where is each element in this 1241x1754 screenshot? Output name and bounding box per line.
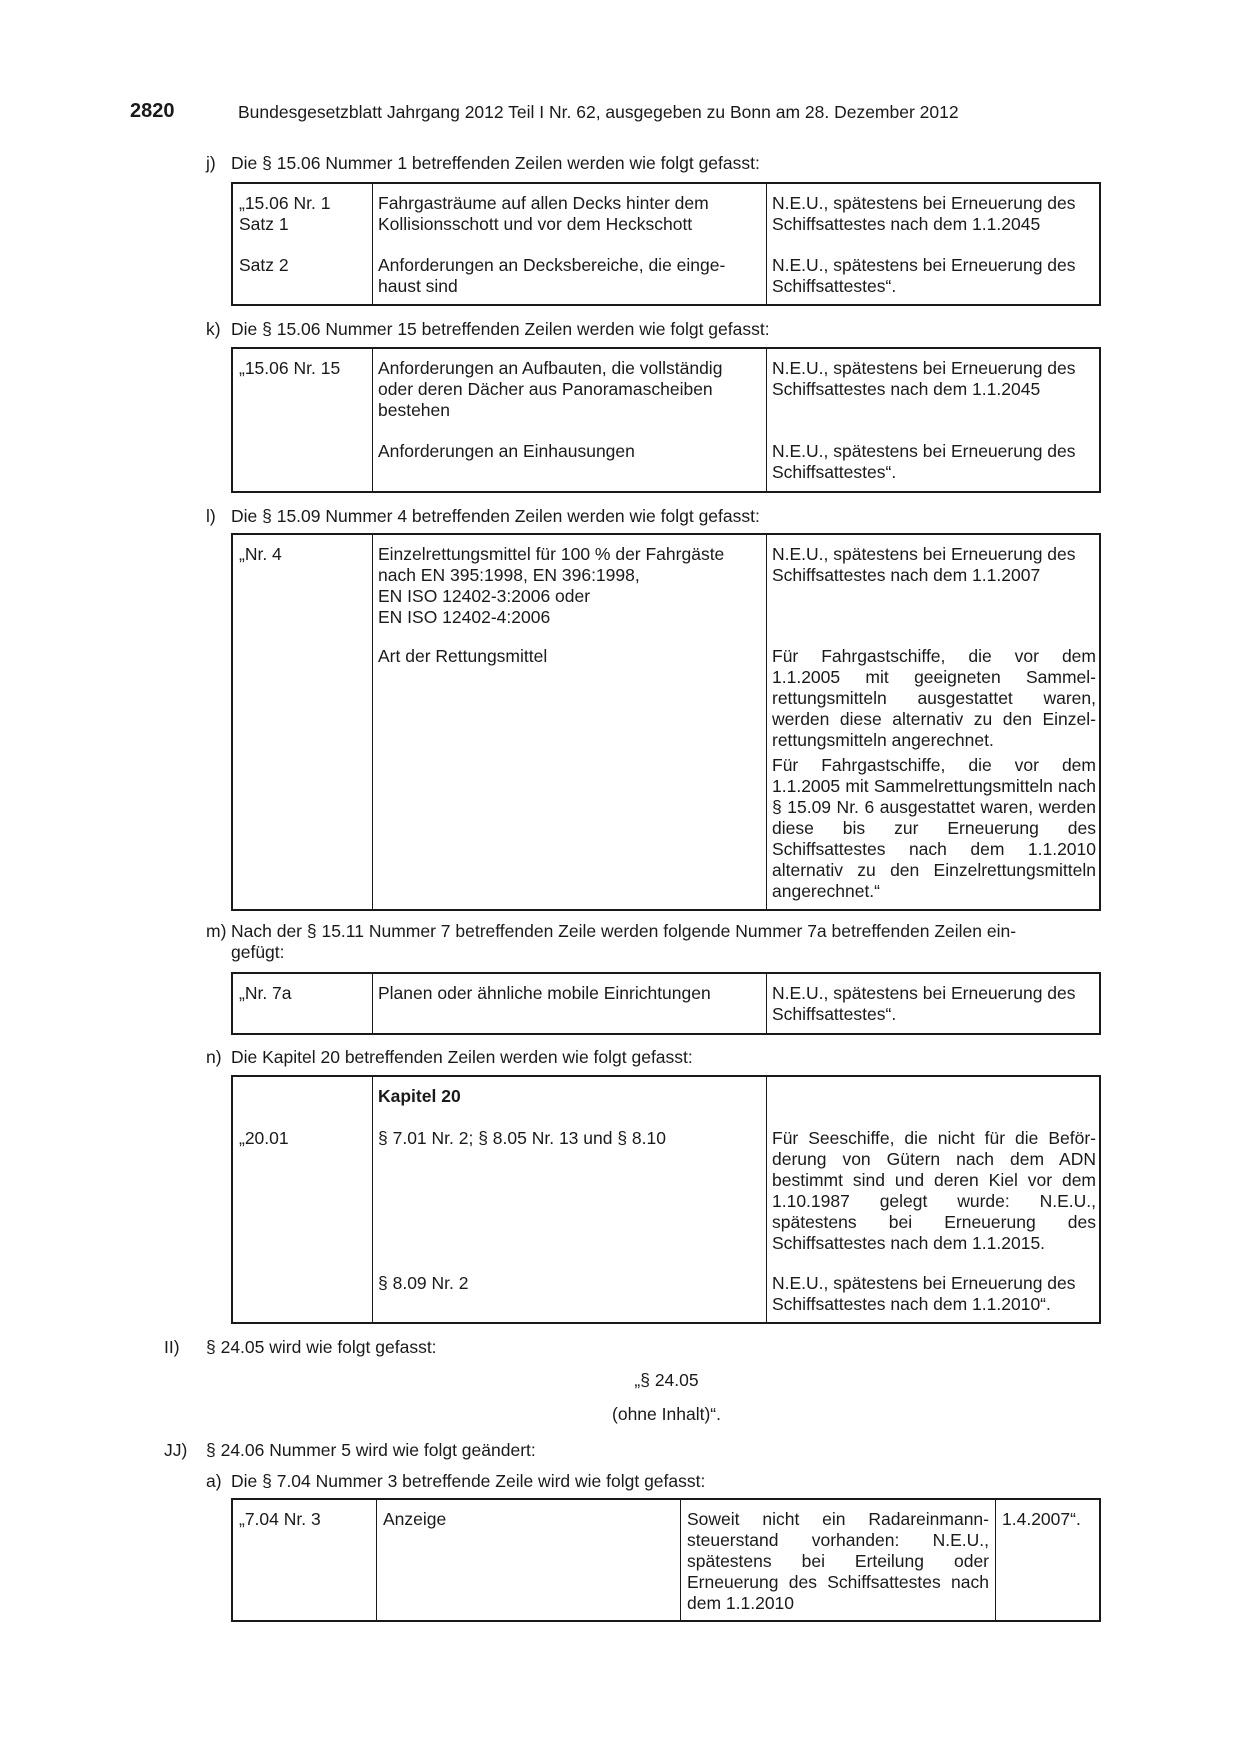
table-k: [231, 347, 1101, 493]
page-number: 2820: [130, 100, 175, 122]
table-a: [231, 1498, 1101, 1622]
item-label-k: k): [206, 319, 221, 339]
page-header: [130, 101, 1110, 127]
table-divider: [372, 535, 373, 909]
table-cell: § 8.09 Nr. 2: [378, 1273, 469, 1293]
table-cell: § 7.01 Nr. 2; § 8.05 Nr. 13 und § 8.10: [378, 1128, 666, 1148]
table-cell: N.E.U., spätestens bei Erneuerung des Schiffsattestes“.: [772, 983, 1076, 1024]
table-cell: Anzeige: [383, 1509, 447, 1529]
table-cell: N.E.U., spätestens bei Erneuerung des Schiffsattestes nach dem 1.1.2045: [772, 358, 1076, 399]
table-divider: [995, 1500, 996, 1620]
table-cell: Soweit nicht ein Radareinmann-steuerstand vorhanden: N.E.U., spätestens bei Erteilung oder Erneuerung des Schiffsattestes nach dem 1.1.2010: [687, 1509, 989, 1613]
table-cell: N.E.U., spätestens bei Erneuerung des Schiffsattestes“.: [772, 441, 1076, 482]
table-divider: [372, 349, 373, 491]
table-l: [231, 533, 1101, 911]
item-label-l: l): [206, 506, 216, 526]
table-divider: [372, 1077, 373, 1322]
table-divider: [766, 184, 767, 304]
table-cell: Anforderungen an Decksbereiche, die einge- haust sind: [378, 255, 726, 296]
table-cell: Satz 2: [239, 255, 289, 275]
table-cell: Anforderungen an Einhausungen: [378, 441, 635, 461]
table-divider: [766, 1077, 767, 1322]
item-intro-j: Die § 15.06 Nummer 1 betreffenden Zeilen werden wie folgt gefasst:: [231, 153, 760, 173]
item-intro-m-line2: gefügt:: [231, 942, 285, 962]
item-text-JJ: § 24.06 Nummer 5 wird wie folgt geändert:: [206, 1440, 536, 1460]
table-cell: „7.04 Nr. 3: [239, 1509, 321, 1529]
item-intro-k: Die § 15.06 Nummer 15 betreffenden Zeilen werden wie folgt gefasst:: [231, 319, 770, 339]
table-cell: Art der Rettungsmittel: [378, 646, 548, 666]
item-label-a: a): [206, 1471, 222, 1491]
table-heading: Kapitel 20: [378, 1086, 461, 1106]
item-label-JJ: JJ): [164, 1440, 188, 1460]
table-cell: „Nr. 4: [239, 544, 282, 564]
table-cell: N.E.U., spätestens bei Erneuerung des Schiffsattestes nach dem 1.1.2007: [772, 544, 1076, 585]
table-cell: Einzelrettungsmittel für 100 % der Fahrgäste nach EN 395:1998, EN 396:1998, EN ISO 12402-3:2006 oder EN ISO 12402-4:2006: [378, 544, 725, 627]
item-intro-n: Die Kapitel 20 betreffenden Zeilen werden wie folgt gefasst:: [231, 1047, 693, 1067]
table-cell: „Nr. 7a: [239, 983, 292, 1003]
table-cell: Für Seeschiffe, die nicht für die Beför-derung von Gütern nach dem ADN bestimmt sind und deren Kiel vor dem 1.10.1987 gelegt wurde: N.E.U., spätestens bei Erneuerung des Schiffsattestes nach dem 1.1.2015.: [772, 1128, 1096, 1253]
table-divider: [372, 184, 373, 304]
table-cell: „20.01: [239, 1128, 289, 1148]
section-body: (ohne Inhalt)“.: [612, 1404, 721, 1424]
table-cell: 1.4.2007“.: [1002, 1509, 1081, 1529]
table-cell: Für Fahrgastschiffe, die vor dem 1.1.2005 mit geeigneten Sammel-rettungsmitteln ausgestattet waren, werden diese alternativ zu den Einzel-rettungsmitteln angerechnet.: [772, 646, 1096, 750]
table-cell: „15.06 Nr. 15: [239, 358, 341, 378]
item-label-n: n): [206, 1047, 222, 1067]
item-label-m: m): [206, 921, 227, 941]
table-divider: [766, 974, 767, 1033]
table-divider: [680, 1500, 681, 1620]
table-divider: [766, 535, 767, 909]
item-intro-m-line1: Nach der § 15.11 Nummer 7 betreffenden Zeile werden folgende Nummer 7a betreffenden Zeilen ein-: [231, 921, 1017, 941]
header-title: Bundesgesetzblatt Jahrgang 2012 Teil I Nr. 62, ausgegeben zu Bonn am 28. Dezember 2012: [238, 102, 959, 122]
item-intro-a: Die § 7.04 Nummer 3 betreffende Zeile wird wie folgt gefasst:: [231, 1471, 706, 1491]
item-label-II: II): [164, 1337, 180, 1357]
table-cell: „15.06 Nr. 1 Satz 1: [239, 193, 331, 234]
table-cell: N.E.U., spätestens bei Erneuerung des Schiffsattestes nach dem 1.1.2045: [772, 193, 1076, 234]
table-divider: [372, 974, 373, 1033]
table-j: [231, 182, 1101, 306]
table-cell: Für Fahrgastschiffe, die vor dem 1.1.2005 mit Sammelrettungsmitteln nach § 15.09 Nr. 6 ausgestattet waren, werden diese bis zur Erneuerung des Schiffsattestes nach dem 1.1.2010 alternativ zu den Einzelrettungsmitteln angerechnet.“: [772, 755, 1096, 901]
item-label-j: j): [206, 153, 216, 173]
table-divider: [376, 1500, 377, 1620]
table-n: [231, 1075, 1101, 1324]
table-m: [231, 972, 1101, 1035]
table-divider: [766, 349, 767, 491]
table-cell: N.E.U., spätestens bei Erneuerung des Schiffsattestes“.: [772, 255, 1076, 296]
table-cell: Fahrgasträume auf allen Decks hinter dem Kollisionsschott und vor dem Heckschott: [378, 193, 709, 234]
table-cell: Anforderungen an Aufbauten, die vollständig oder deren Dächer aus Panoramascheiben bestehen: [378, 358, 723, 420]
item-text-II: § 24.05 wird wie folgt gefasst:: [206, 1337, 437, 1357]
item-intro-l: Die § 15.09 Nummer 4 betreffenden Zeilen werden wie folgt gefasst:: [231, 506, 760, 526]
table-cell: Planen oder ähnliche mobile Einrichtungen: [378, 983, 711, 1003]
table-cell: N.E.U., spätestens bei Erneuerung des Schiffsattestes nach dem 1.1.2010“.: [772, 1273, 1076, 1314]
section-title: „§ 24.05: [634, 1370, 699, 1390]
